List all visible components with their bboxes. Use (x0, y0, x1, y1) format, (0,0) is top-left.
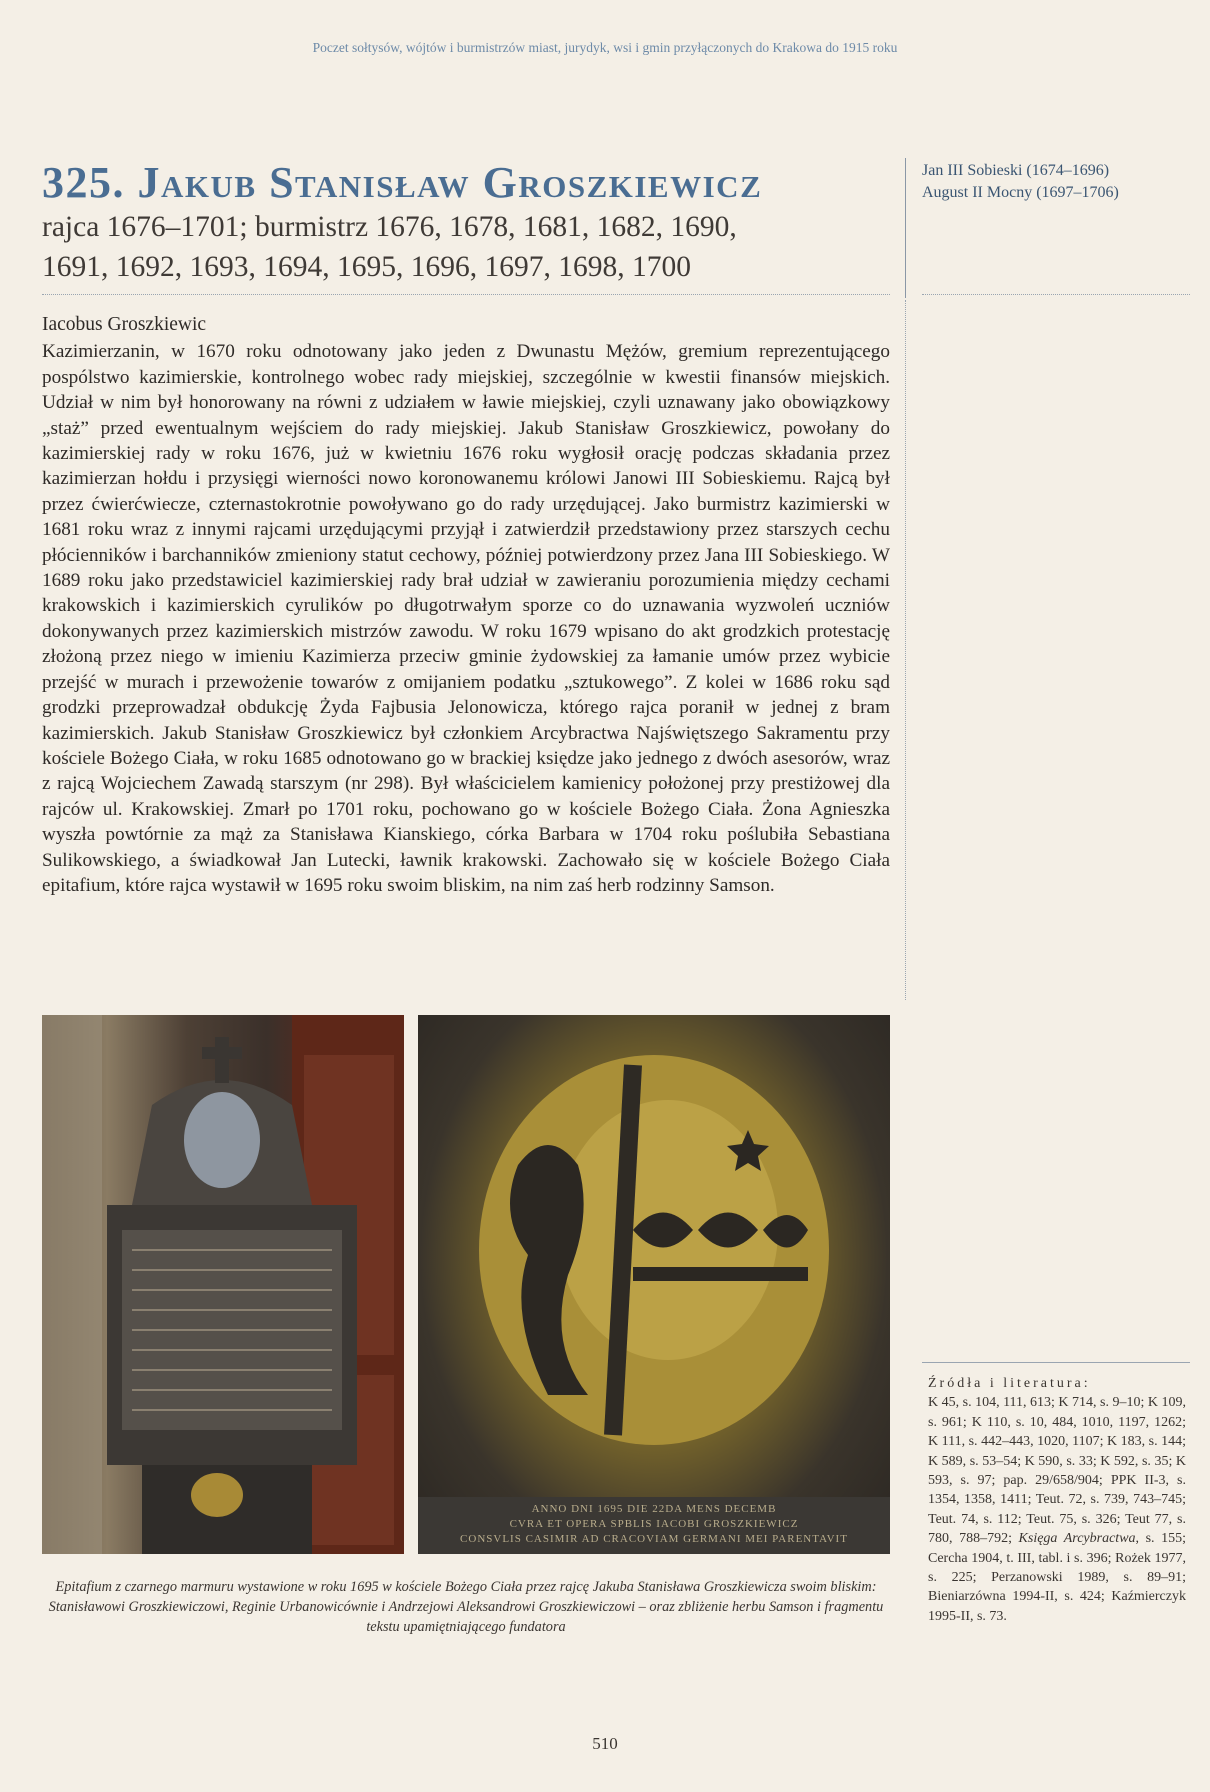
samson-coat-of-arms-icon (418, 1015, 890, 1502)
latin-name: Iacobus Groszkiewic (42, 314, 207, 335)
sources-list (928, 1393, 1186, 1626)
entry-body (42, 312, 890, 898)
running-head: Poczet sołtysów, wójtów i burmistrzów miast, jurydyk, wsi i gmin przyłączonych do Krakowa do 1915 roku (312, 40, 898, 55)
coat-of-arms-photo (418, 1015, 890, 1554)
header-rule (42, 294, 890, 295)
entry-title: 325. Jakub Stanisław Groszkiewicz (42, 158, 763, 207)
inscription-line-3: CONSVLIS CASIMIR AD CRACOVIAM GERMANI MEI PARENTAVIT (460, 1533, 848, 1545)
reign-2: August II Mocny (1697–1706) (922, 184, 1119, 201)
inscription-line-2: CVRA ET OPERA SPBLIS IACOBI GROSZKIEWICZ (509, 1518, 799, 1530)
fundator-inscription (418, 1497, 890, 1554)
sources (928, 1374, 1186, 1626)
entry-subtitle-line2: 1691, 1692, 1693, 1694, 1695, 1696, 1697, 1698, 1700 (42, 251, 691, 283)
epitaph-photo (42, 1015, 404, 1554)
side-reigns (922, 160, 1192, 204)
reign-1: Jan III Sobieski (1674–1696) (922, 162, 1110, 179)
column-divider-dotted (905, 300, 906, 1000)
page-number: 510 (592, 1734, 618, 1753)
entry-header (42, 160, 890, 286)
entry-subtitle-line1: rajca 1676–1701; burmistrz 1676, 1678, 1681, 1682, 1690, (42, 211, 737, 243)
sources-text-b: , s. 155; Cercha 1904, t. III, tabl. i s. 396; Rożek 1977, s. 225; Perzanowski 1989, s. 89–91; Bieniarzówna 1994-II, s. 424; Kaźmierczyk 1995-II, s. 73. (928, 1531, 1187, 1624)
sources-heading: Źródła i literatura: (928, 1376, 1091, 1391)
side-rule (922, 294, 1190, 295)
inscription-line-1: ANNO DNI 1695 DIE 22DA MENS DECEMB (531, 1503, 777, 1515)
epitaph-illustration (42, 1015, 404, 1554)
sources-text-a: K 45, s. 104, 111, 613; K 714, s. 9–10; K 109, s. 961; K 110, s. 10, 484, 1010, 1197, 1262; K 111, s. 442–443, 1020, 1107; K 183, s. 144; K 589, s. 53–54; K 590, s. 33; K 592, s. 35; K 593, s. 97; pap. 29/658/904; PPK II-3, s. 1354, 1358, 1411; Teut. 72, s. 739, 743–745; Teut. 74, s. 112; Teut. 75, s. 326; Teut 77, s. 780, 788–792; (928, 1395, 1186, 1547)
sources-italic-title: Księga Arcybractwa (1018, 1531, 1136, 1547)
biography-text: Kazimierzanin, w 1670 roku odnotowany jako jeden z Dwunastu Mężów, gremium reprezentującego pospólstwo kazimierskie, kontrolnego wobec rady miejskiej, szczególnie w kwestii finansów miejskich. Udział w nim był honorowany na równi z udziałem w ławie miejskiej, czyli uznawany jako obowiązkowy „staż” przed ewentualnym wejściem do rady miejskiej. Jakub Stanisław Groszkiewicz, powołany do kazimierskiej rady w roku 1676, już w kwietniu 1676 roku wygłosił orację podczas składania przez kazimierzan hołdu i przysięgi wierności nowo koronowanemu królowi Janowi III Sobieskiemu. Rajcą był przez ćwierćwiecze, czternastokrotnie powoływano go do rady urzędującej. Jako burmistrz kazimierski w 1681 roku wraz z innymi rajcami urzędującymi przyjął i zatwierdził przedstawiony przez starszych cechu płócienników i barchanników zmieniony statut cechowy, później potwierdzony przez Jana III Sobieskiego. W 1689 roku jako przedstawiciel kazimierskiej rady brał udział w zawieraniu porozumienia między cechami krakowskich i kazimierskich cyrulików po długotrwałym sporze co do uznawania wyzwoleń uczniów dokonywanych przez kazimierskich mistrzów zawodu. W roku 1679 wpisano do akt grodzkich protestację złożoną przez niego w imieniu Kazimierza przeciw gminie żydowskiej za łamanie umów przez wybicie przejść w murach i przewożenie towarów z omijaniem podatku „sztukowego”. Z kolei w 1686 roku sąd grodzki przeprowadzał obdukcję Żyda Fajbusia Jelonowicza, którego rajca poranił w jednej z bram kazimierskich. Jakub Stanisław Groszkiewicz był członkiem Arcybractwa Najświętszego Sakramentu przy kościele Bożego Ciała, w roku 1685 odnotowano go w brackiej księdze jako jednego z dwóch asesorów, wraz z rajcą Wojciechem Zawadą starszym (nr 298). Był właścicielem kamienicy położonej przy prestiżowej dla rajców ul. Krakowskiej. Zmarł po 1701 roku, pochowano go w kościele Bożego Ciała. Żona Agnieszka wyszła powtórnie za mąż za Stanisława Kianskiego, córka Barbara w 1704 roku poślubiła Sebastiana Sulikowskiego, a świadkował Jan Lutecki, ławnik krakowski. Zachowało się w kościele Bożego Ciała epitafium, które rajca wystawił w 1695 roku swoim bliskim, na nim zaś herb rodzinny Samson. (42, 341, 890, 896)
photo-caption: Epitafium z czarnego marmuru wystawione w roku 1695 w kościele Bożego Ciała przez rajcę Jakuba Stanisława Groszkiewicza swoim bliskim: Stanisławowi Groszkiewiczowi, Reginie Urbanowicównie i Andrzejowi Aleksandrowi Groszkiewiczowi – oraz zbliżenie herbu Samson i fragmentu tekstu upamiętniającego fundatora (48, 1579, 884, 1635)
column-divider (905, 158, 906, 298)
sources-rule (922, 1362, 1190, 1363)
